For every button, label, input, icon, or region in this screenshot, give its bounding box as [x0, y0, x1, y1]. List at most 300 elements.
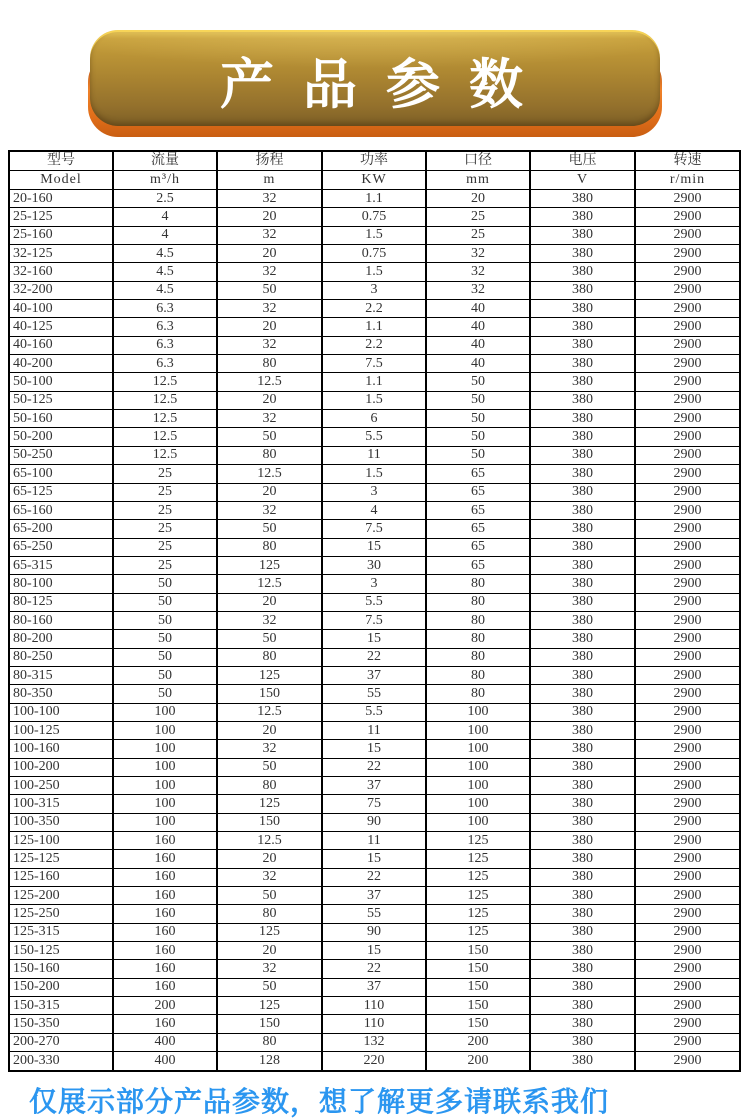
cell-model: 25-160 — [9, 226, 113, 244]
header-row-cn — [9, 151, 740, 171]
cell: 3 — [322, 575, 426, 593]
cell: 32 — [217, 740, 322, 758]
cell: 32 — [217, 960, 322, 978]
cell: 160 — [113, 960, 217, 978]
cell: 160 — [113, 1015, 217, 1033]
cell: 110 — [322, 997, 426, 1015]
column-header: 口径 — [426, 151, 530, 171]
cell-model: 125-250 — [9, 905, 113, 923]
cell: 380 — [530, 263, 635, 281]
cell: 2900 — [635, 263, 740, 281]
cell: 200 — [426, 1052, 530, 1071]
cell: 37 — [322, 887, 426, 905]
spec-table — [8, 150, 741, 1072]
cell: 4 — [322, 501, 426, 519]
cell: 1.1 — [322, 318, 426, 336]
cell: 65 — [426, 520, 530, 538]
unit-header: m — [217, 171, 322, 190]
cell: 55 — [322, 685, 426, 703]
cell: 20 — [217, 245, 322, 263]
cell: 2900 — [635, 446, 740, 464]
cell: 5.5 — [322, 593, 426, 611]
cell: 380 — [530, 446, 635, 464]
cell: 2900 — [635, 483, 740, 501]
cell: 380 — [530, 960, 635, 978]
unit-header: m³/h — [113, 171, 217, 190]
table-row — [9, 832, 740, 850]
cell: 380 — [530, 520, 635, 538]
table-row — [9, 997, 740, 1015]
cell: 15 — [322, 538, 426, 556]
column-header: 扬程 — [217, 151, 322, 171]
cell: 80 — [426, 593, 530, 611]
cell: 12.5 — [113, 446, 217, 464]
column-header: 型号 — [9, 151, 113, 171]
cell: 2900 — [635, 813, 740, 831]
table-row — [9, 446, 740, 464]
cell: 11 — [322, 721, 426, 739]
cell: 380 — [530, 245, 635, 263]
cell: 20 — [217, 721, 322, 739]
cell: 65 — [426, 538, 530, 556]
cell: 3 — [322, 281, 426, 299]
table-row — [9, 281, 740, 299]
cell: 20 — [217, 483, 322, 501]
cell: 150 — [426, 978, 530, 996]
cell: 4 — [113, 226, 217, 244]
cell: 2900 — [635, 923, 740, 941]
cell: 25 — [113, 538, 217, 556]
cell: 380 — [530, 575, 635, 593]
cell: 50 — [426, 410, 530, 428]
cell: 12.5 — [217, 832, 322, 850]
cell: 380 — [530, 813, 635, 831]
cell: 2900 — [635, 666, 740, 684]
cell: 32 — [217, 868, 322, 886]
table-row — [9, 740, 740, 758]
cell: 2900 — [635, 501, 740, 519]
table-row — [9, 355, 740, 373]
cell: 37 — [322, 666, 426, 684]
cell: 2900 — [635, 887, 740, 905]
table-row — [9, 850, 740, 868]
table-row — [9, 905, 740, 923]
table-row — [9, 887, 740, 905]
cell: 65 — [426, 465, 530, 483]
cell-model: 25-125 — [9, 208, 113, 226]
cell: 125 — [217, 997, 322, 1015]
cell: 380 — [530, 1052, 635, 1071]
cell: 5.5 — [322, 428, 426, 446]
cell: 4.5 — [113, 281, 217, 299]
cell-model: 80-315 — [9, 666, 113, 684]
cell: 1.5 — [322, 465, 426, 483]
cell: 2900 — [635, 795, 740, 813]
cell: 2900 — [635, 703, 740, 721]
cell-model: 40-200 — [9, 355, 113, 373]
cell: 25 — [426, 208, 530, 226]
cell: 80 — [426, 666, 530, 684]
cell: 380 — [530, 208, 635, 226]
cell-model: 80-125 — [9, 593, 113, 611]
table-row — [9, 538, 740, 556]
cell: 150 — [426, 960, 530, 978]
cell: 12.5 — [217, 465, 322, 483]
cell: 380 — [530, 281, 635, 299]
table-row — [9, 721, 740, 739]
cell: 50 — [217, 978, 322, 996]
cell: 25 — [113, 501, 217, 519]
cell-model: 125-100 — [9, 832, 113, 850]
table-row — [9, 868, 740, 886]
cell: 380 — [530, 483, 635, 501]
cell: 2900 — [635, 630, 740, 648]
cell: 2900 — [635, 777, 740, 795]
cell: 380 — [530, 832, 635, 850]
cell: 100 — [426, 813, 530, 831]
cell-model: 100-125 — [9, 721, 113, 739]
cell: 3 — [322, 483, 426, 501]
cell-model: 100-250 — [9, 777, 113, 795]
cell: 160 — [113, 942, 217, 960]
cell: 380 — [530, 703, 635, 721]
table-row — [9, 501, 740, 519]
cell-model: 40-125 — [9, 318, 113, 336]
cell: 32 — [426, 281, 530, 299]
cell: 150 — [426, 1015, 530, 1033]
cell: 50 — [217, 281, 322, 299]
cell: 50 — [426, 391, 530, 409]
cell: 380 — [530, 923, 635, 941]
cell: 400 — [113, 1033, 217, 1051]
product-params-banner — [88, 30, 662, 137]
table-row — [9, 190, 740, 208]
cell: 125 — [426, 868, 530, 886]
cell: 12.5 — [113, 428, 217, 446]
cell: 380 — [530, 1015, 635, 1033]
cell: 380 — [530, 740, 635, 758]
cell: 200 — [113, 997, 217, 1015]
cell: 160 — [113, 887, 217, 905]
cell: 20 — [217, 593, 322, 611]
table-row — [9, 520, 740, 538]
cell: 2900 — [635, 740, 740, 758]
table-row — [9, 960, 740, 978]
table-row — [9, 777, 740, 795]
cell: 80 — [426, 630, 530, 648]
footer-note: 仅展示部分产品参数，想了解更多请联系我们 — [29, 1085, 610, 1117]
cell: 32 — [217, 501, 322, 519]
cell: 2900 — [635, 850, 740, 868]
cell: 12.5 — [217, 373, 322, 391]
cell: 2900 — [635, 758, 740, 776]
cell: 2900 — [635, 648, 740, 666]
cell-model: 40-160 — [9, 336, 113, 354]
cell-model: 50-100 — [9, 373, 113, 391]
cell: 380 — [530, 226, 635, 244]
cell: 6 — [322, 410, 426, 428]
cell: 15 — [322, 850, 426, 868]
table-row — [9, 611, 740, 629]
cell: 1.5 — [322, 226, 426, 244]
cell: 160 — [113, 978, 217, 996]
cell: 380 — [530, 850, 635, 868]
cell: 2900 — [635, 997, 740, 1015]
cell: 400 — [113, 1052, 217, 1071]
header-row-units — [9, 171, 740, 190]
cell: 100 — [426, 777, 530, 795]
cell: 20 — [217, 208, 322, 226]
cell: 25 — [113, 483, 217, 501]
cell: 32 — [217, 611, 322, 629]
cell: 20 — [426, 190, 530, 208]
cell-model: 50-250 — [9, 446, 113, 464]
spec-table-body — [9, 190, 740, 1071]
cell: 2900 — [635, 428, 740, 446]
cell: 80 — [217, 905, 322, 923]
cell: 125 — [426, 832, 530, 850]
cell: 200 — [426, 1033, 530, 1051]
cell: 132 — [322, 1033, 426, 1051]
cell: 65 — [426, 556, 530, 574]
cell: 2900 — [635, 942, 740, 960]
cell: 6.3 — [113, 355, 217, 373]
cell: 100 — [113, 703, 217, 721]
cell: 40 — [426, 318, 530, 336]
cell: 380 — [530, 611, 635, 629]
cell: 380 — [530, 373, 635, 391]
cell-model: 65-250 — [9, 538, 113, 556]
cell: 2900 — [635, 1033, 740, 1051]
cell: 2900 — [635, 300, 740, 318]
cell: 20 — [217, 942, 322, 960]
table-row — [9, 428, 740, 446]
cell: 6.3 — [113, 300, 217, 318]
table-row — [9, 942, 740, 960]
cell: 2900 — [635, 318, 740, 336]
cell: 2900 — [635, 245, 740, 263]
cell: 65 — [426, 483, 530, 501]
table-row — [9, 813, 740, 831]
table-row — [9, 483, 740, 501]
cell: 11 — [322, 446, 426, 464]
cell: 380 — [530, 905, 635, 923]
cell-model: 80-200 — [9, 630, 113, 648]
cell: 80 — [426, 611, 530, 629]
cell: 2900 — [635, 190, 740, 208]
cell-model: 125-315 — [9, 923, 113, 941]
table-row — [9, 648, 740, 666]
cell: 7.5 — [322, 520, 426, 538]
cell: 80 — [217, 355, 322, 373]
cell: 2900 — [635, 556, 740, 574]
cell: 100 — [426, 795, 530, 813]
cell-model: 32-200 — [9, 281, 113, 299]
cell-model: 80-100 — [9, 575, 113, 593]
cell: 2900 — [635, 410, 740, 428]
cell: 6.3 — [113, 318, 217, 336]
cell: 2900 — [635, 1052, 740, 1071]
cell-model: 80-250 — [9, 648, 113, 666]
cell: 2.5 — [113, 190, 217, 208]
unit-header: mm — [426, 171, 530, 190]
cell: 2900 — [635, 868, 740, 886]
cell: 32 — [217, 190, 322, 208]
cell: 2900 — [635, 685, 740, 703]
cell: 380 — [530, 336, 635, 354]
cell: 50 — [113, 685, 217, 703]
cell: 125 — [426, 923, 530, 941]
cell: 11 — [322, 832, 426, 850]
cell: 160 — [113, 850, 217, 868]
cell: 80 — [217, 538, 322, 556]
cell-model: 32-160 — [9, 263, 113, 281]
cell: 32 — [217, 226, 322, 244]
cell: 380 — [530, 318, 635, 336]
cell: 15 — [322, 942, 426, 960]
cell: 0.75 — [322, 208, 426, 226]
cell: 22 — [322, 648, 426, 666]
cell: 2900 — [635, 336, 740, 354]
cell: 380 — [530, 190, 635, 208]
cell: 380 — [530, 556, 635, 574]
cell: 380 — [530, 666, 635, 684]
table-row — [9, 795, 740, 813]
cell: 380 — [530, 355, 635, 373]
cell-model: 100-315 — [9, 795, 113, 813]
cell: 80 — [426, 685, 530, 703]
cell: 100 — [113, 777, 217, 795]
cell: 380 — [530, 410, 635, 428]
cell: 25 — [426, 226, 530, 244]
table-row — [9, 685, 740, 703]
cell-model: 125-125 — [9, 850, 113, 868]
cell: 100 — [113, 721, 217, 739]
cell: 380 — [530, 648, 635, 666]
cell: 150 — [217, 685, 322, 703]
cell: 2.2 — [322, 300, 426, 318]
cell: 2900 — [635, 832, 740, 850]
cell: 380 — [530, 887, 635, 905]
cell: 150 — [217, 813, 322, 831]
cell-model: 20-160 — [9, 190, 113, 208]
cell: 380 — [530, 685, 635, 703]
cell: 2900 — [635, 373, 740, 391]
cell: 80 — [217, 777, 322, 795]
unit-header: KW — [322, 171, 426, 190]
cell: 1.5 — [322, 263, 426, 281]
cell: 55 — [322, 905, 426, 923]
cell: 22 — [322, 868, 426, 886]
cell: 40 — [426, 300, 530, 318]
cell: 100 — [113, 813, 217, 831]
cell: 80 — [217, 446, 322, 464]
table-row — [9, 758, 740, 776]
table-row — [9, 465, 740, 483]
unit-header: Model — [9, 171, 113, 190]
cell: 2900 — [635, 465, 740, 483]
cell: 25 — [113, 556, 217, 574]
cell: 6.3 — [113, 336, 217, 354]
cell: 37 — [322, 978, 426, 996]
cell-model: 50-160 — [9, 410, 113, 428]
cell: 160 — [113, 832, 217, 850]
cell: 75 — [322, 795, 426, 813]
cell: 22 — [322, 960, 426, 978]
cell: 50 — [217, 758, 322, 776]
cell: 125 — [426, 905, 530, 923]
cell-model: 200-270 — [9, 1033, 113, 1051]
cell: 1.5 — [322, 391, 426, 409]
cell: 5.5 — [322, 703, 426, 721]
cell-model: 65-125 — [9, 483, 113, 501]
cell-model: 125-160 — [9, 868, 113, 886]
cell-model: 200-330 — [9, 1052, 113, 1071]
column-header: 电压 — [530, 151, 635, 171]
table-row — [9, 703, 740, 721]
table-row — [9, 630, 740, 648]
cell: 380 — [530, 391, 635, 409]
cell: 380 — [530, 428, 635, 446]
cell: 90 — [322, 923, 426, 941]
cell: 2900 — [635, 575, 740, 593]
cell: 32 — [217, 410, 322, 428]
cell: 50 — [426, 446, 530, 464]
table-row — [9, 245, 740, 263]
cell: 80 — [426, 575, 530, 593]
cell: 25 — [113, 520, 217, 538]
cell: 4.5 — [113, 263, 217, 281]
cell: 380 — [530, 465, 635, 483]
cell: 380 — [530, 630, 635, 648]
cell: 2.2 — [322, 336, 426, 354]
cell: 50 — [113, 630, 217, 648]
cell: 1.1 — [322, 373, 426, 391]
cell: 2900 — [635, 960, 740, 978]
cell: 50 — [217, 887, 322, 905]
cell: 380 — [530, 538, 635, 556]
cell: 4.5 — [113, 245, 217, 263]
cell: 80 — [217, 1033, 322, 1051]
cell: 2900 — [635, 391, 740, 409]
cell: 12.5 — [113, 373, 217, 391]
unit-header: V — [530, 171, 635, 190]
cell: 2900 — [635, 721, 740, 739]
cell: 20 — [217, 391, 322, 409]
cell: 100 — [426, 758, 530, 776]
cell-model: 150-350 — [9, 1015, 113, 1033]
unit-header: r/min — [635, 171, 740, 190]
table-row — [9, 208, 740, 226]
cell: 2900 — [635, 1015, 740, 1033]
cell-model: 100-350 — [9, 813, 113, 831]
cell-model: 150-160 — [9, 960, 113, 978]
cell-model: 80-160 — [9, 611, 113, 629]
cell: 2900 — [635, 226, 740, 244]
table-row — [9, 263, 740, 281]
cell: 22 — [322, 758, 426, 776]
cell: 50 — [113, 575, 217, 593]
table-row — [9, 336, 740, 354]
cell: 32 — [426, 263, 530, 281]
cell: 380 — [530, 593, 635, 611]
cell: 380 — [530, 942, 635, 960]
cell: 100 — [113, 740, 217, 758]
cell: 15 — [322, 740, 426, 758]
cell: 65 — [426, 501, 530, 519]
cell: 125 — [426, 887, 530, 905]
cell: 40 — [426, 355, 530, 373]
